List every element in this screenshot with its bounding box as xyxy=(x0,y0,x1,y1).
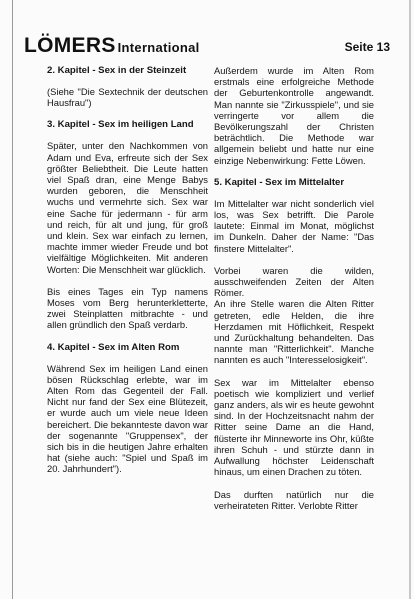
chapter-3-heading: 3. Kapitel - Sex im heiligen Land xyxy=(47,119,194,131)
page-number: Seite 13 xyxy=(344,40,390,54)
page-left-edge xyxy=(12,0,13,599)
chapter-2-note: (Siehe "Die Sextechnik der deutschen Hausfrau") xyxy=(47,86,208,109)
chapter-4-paragraph-2: Außerdem wurde im Alten Rom erstmals eine erfolgreiche Methode der Geburtenkontrolle angewandt. Man nannte sie "Zirkusspiele", und sie verringerte vor allem die Bevölkerungszahl der Christen beträchtlich. Die Methode war allgemein beliebt und hatte nur eine einzige Nebenwirkung: Fette Löwen. xyxy=(214,65,374,166)
logo-sub-text: International xyxy=(117,40,200,55)
page-header xyxy=(24,34,400,60)
chapter-5-paragraph-2: Vorbei waren die wilden, ausschweifenden Zeiten der Alten Römer. xyxy=(214,264,374,299)
logo-main-text: LÖMERS xyxy=(24,34,116,57)
chapter-4-heading: 4. Kapitel - Sex im Alten Rom xyxy=(47,341,180,353)
chapter-3-paragraph-2: Bis eines Tages ein Typ namens Moses vom Berg herunterkletterte, zwei Steinplatten mitbrachte - und allen gründlich den Spaß verdarb. xyxy=(47,285,208,331)
left-column xyxy=(47,65,208,475)
chapter-4-paragraph-1: Während Sex im heiligen Land einen bösen Rückschlag erlebte, war im Alten Rom das Gegenteil der Fall. Nicht nur fand der Sex eine Blütezeit, er wurde auch um viele neue Ideen bereichert. Die bekannteste davon war der sogenannte "Gruppensex", der sich bis in die heutigen Jahre erhalten hat (siehe auch: "Spiel und Spaß im 20. Jahrhundert"). xyxy=(47,362,208,475)
chapter-5-paragraph-4: Sex war im Mittelalter ebenso poetisch wie kompliziert und verlief ganz anders, als wir es heute gewohnt sind. In der Hochzeitsnacht nahm der Ritter seine Dame an die Hand, flüsterte ihr Minneworte ins Ohr, küßte ihren Schuh - und stürzte dann in Aufwallung höchster Leidenschaft hinaus, um einen Drachen zu töten. xyxy=(214,376,374,478)
chapter-2-heading: 2. Kapitel - Sex in der Steinzeit xyxy=(47,65,187,76)
chapter-5-paragraph-1: Im Mittelalter war nicht sonderlich viel los, was Sex betrifft. Die Parole lautete: Einmal im Monat, möglichst im Dunkeln. Daher der Name: "Das finstere Mittelalter". xyxy=(214,197,374,254)
right-column xyxy=(214,65,374,511)
page-right-edge xyxy=(409,0,411,599)
chapter-5-paragraph-5: Das durften natürlich nur die verheirateten Ritter. Verlobte Ritter xyxy=(214,488,374,511)
chapter-5-heading: 5. Kapitel - Sex im Mittelalter xyxy=(214,176,345,188)
chapter-3-paragraph-1: Später, unter den Nachkommen von Adam und Eva, erfreute sich der Sex größter Beliebtheit. Die Leute hatten viel Spaß dran, eine Menge Babys wurden geboren, die Menschheit wuchs und vermehrte sich. Sex war eine Sache für jedermann - für arm und reich, für alt und jung, für groß und klein. Sex war einfach zu lernen, machte immer wieder Freude und bot vielfältige Möglichkeiten. Mit anderen Worten: Die Menschheit war glücklich. xyxy=(47,140,208,275)
publisher-logo xyxy=(24,34,200,58)
chapter-5-paragraph-3: An ihre Stelle waren die Alten Ritter getreten, edle Helden, die ihre Herzdamen mit Höflichkeit, Respekt und Zurückhaltung behandelten. Das nannte man "Ritterlichkeit". Manche nannten es auch "Interesselosigkeit". xyxy=(214,298,374,366)
